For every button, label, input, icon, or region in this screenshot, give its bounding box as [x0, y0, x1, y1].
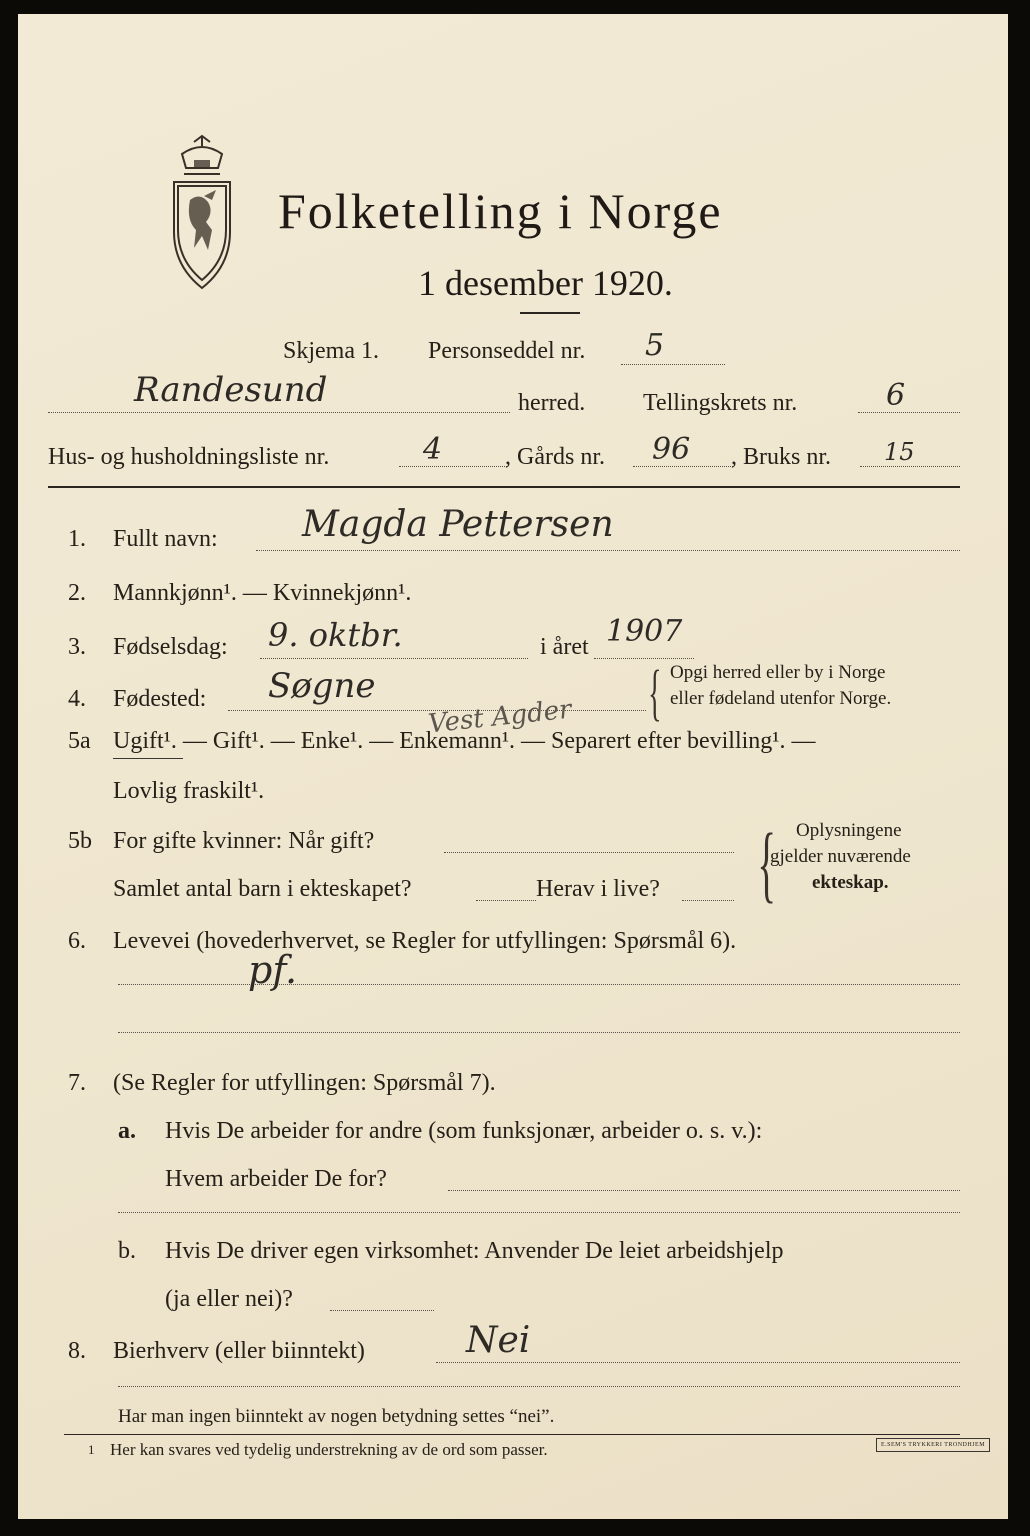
- q3-year-label: i året: [540, 634, 589, 660]
- q5b-barn-field-line: [476, 900, 536, 901]
- q7-number: 7.: [68, 1070, 86, 1096]
- schema-label: Skjema 1.: [283, 338, 379, 364]
- bruks-label: , Bruks nr.: [731, 444, 832, 470]
- q1-label: Fullt navn:: [113, 526, 218, 552]
- q5b-number: 5b: [68, 828, 92, 854]
- q7a-number: a.: [118, 1118, 136, 1144]
- footer-note: Har man ingen biinntekt av nogen betydning settes “nei”.: [118, 1406, 555, 1427]
- q5a-ugift-underline: [113, 758, 183, 759]
- q5b-note1: Oplysningene: [796, 820, 902, 841]
- q4-number: 4.: [68, 686, 86, 712]
- q5b-gift-field-line: [444, 852, 734, 853]
- printer-stamp: E.SEM'S TRYKKERI TRONDHJEM: [876, 1438, 990, 1452]
- q5b-line2b: Herav i live?: [536, 876, 660, 902]
- q3-year-value: 1907: [606, 614, 683, 649]
- q7-label: (Se Regler for utfyllingen: Spørsmål 7).: [113, 1070, 496, 1096]
- q7a-line1: Hvis De arbeider for andre (som funksjonær, arbeider o. s. v.):: [165, 1118, 763, 1144]
- q3-value: 9. oktbr.: [268, 616, 403, 654]
- tellingskrets-field-line: [858, 412, 960, 413]
- q5a-number: 5a: [68, 728, 91, 754]
- personseddel-label: Personseddel nr.: [428, 338, 586, 364]
- q8-value: Nei: [466, 1320, 531, 1361]
- footnote: Her kan svares ved tydelig understrekning av de ord som passer.: [110, 1440, 548, 1459]
- herred-value: Randesund: [134, 370, 328, 410]
- q5b-note-brace: {: [757, 815, 776, 911]
- q8-label: Bierhverv (eller biinntekt): [113, 1338, 365, 1364]
- husliste-value: 4: [423, 432, 443, 467]
- q7b-line2: (ja eller nei)?: [165, 1286, 293, 1312]
- footer-divider: [64, 1434, 960, 1435]
- husliste-field-line: [399, 466, 507, 467]
- q7b-line1: Hvis De driver egen virksomhet: Anvender De leiet arbeidshjelp: [165, 1238, 784, 1264]
- q7a-field-line: [448, 1190, 960, 1191]
- q7b-field-line: [330, 1310, 434, 1311]
- q1-number: 1.: [68, 526, 86, 552]
- q5b-live-field-line: [682, 900, 734, 901]
- q1-field-line: [256, 550, 960, 551]
- q5b-line1: For gifte kvinner: Når gift?: [113, 828, 375, 854]
- q8-number: 8.: [68, 1338, 86, 1364]
- header-divider: [48, 486, 960, 488]
- q2-label: Mannkjønn¹. — Kvinnekjønn¹.: [113, 580, 412, 606]
- q3-number: 3.: [68, 634, 86, 660]
- herred-field-line: [48, 412, 510, 413]
- q6-field-line-2: [118, 1032, 960, 1033]
- q1-value: Magda Pettersen: [302, 504, 614, 545]
- herred-label: herred.: [518, 390, 586, 416]
- gards-value: 96: [652, 432, 691, 467]
- tellingskrets-value: 6: [886, 378, 906, 413]
- q6-label: Levevei (hovederhvervet, se Regler for utfyllingen: Spørsmål 6).: [113, 928, 737, 954]
- q4-note-line2: eller fødeland utenfor Norge.: [670, 688, 892, 709]
- q3-year-field-line: [594, 658, 694, 659]
- coat-of-arms-icon: [164, 134, 240, 298]
- q8-field-line: [436, 1362, 960, 1363]
- q7a-field-line-2: [118, 1212, 960, 1213]
- q5b-note3: ekteskap.: [812, 872, 889, 893]
- q4-note-line1: Opgi herred eller by i Norge: [670, 662, 886, 683]
- census-form-page: [18, 14, 1008, 1519]
- q4-value-extra: Vest Agder: [426, 694, 573, 740]
- q4-note-brace: {: [648, 659, 662, 727]
- page-title: Folketelling i Norge: [278, 183, 723, 239]
- q5b-note2: gjelder nuværende: [770, 846, 911, 867]
- q6-number: 6.: [68, 928, 86, 954]
- q8-field-line-2: [118, 1386, 960, 1387]
- personseddel-value: 5: [645, 328, 665, 363]
- q6-value: pf.: [248, 948, 298, 992]
- q7b-number: b.: [118, 1238, 136, 1264]
- q2-number: 2.: [68, 580, 86, 606]
- q6-field-line-1: [118, 984, 960, 985]
- bruks-value: 15: [884, 438, 915, 466]
- personseddel-field-line: [621, 364, 725, 365]
- footnote-mark: 1: [88, 1442, 95, 1457]
- q5b-line2: Samlet antal barn i ekteskapet?: [113, 876, 412, 902]
- q3-label: Fødselsdag:: [113, 634, 228, 660]
- q5a-line2: Lovlig fraskilt¹.: [113, 778, 265, 804]
- q5a-line1: Ugift¹. — Gift¹. — Enke¹. — Enkemann¹. — Separert efter bevilling¹. —: [113, 728, 816, 754]
- q3-field-line: [260, 658, 528, 659]
- bruks-field-line: [860, 466, 960, 467]
- gards-label: , Gårds nr.: [505, 444, 605, 470]
- title-divider: [520, 312, 580, 314]
- census-date: 1 desember 1920.: [418, 263, 673, 303]
- q4-value: Søgne: [268, 666, 376, 706]
- husliste-label: Hus- og husholdningsliste nr.: [48, 444, 330, 470]
- tellingskrets-label: Tellingskrets nr.: [643, 390, 798, 416]
- q4-label: Fødested:: [113, 686, 207, 712]
- q7a-line2: Hvem arbeider De for?: [165, 1166, 387, 1192]
